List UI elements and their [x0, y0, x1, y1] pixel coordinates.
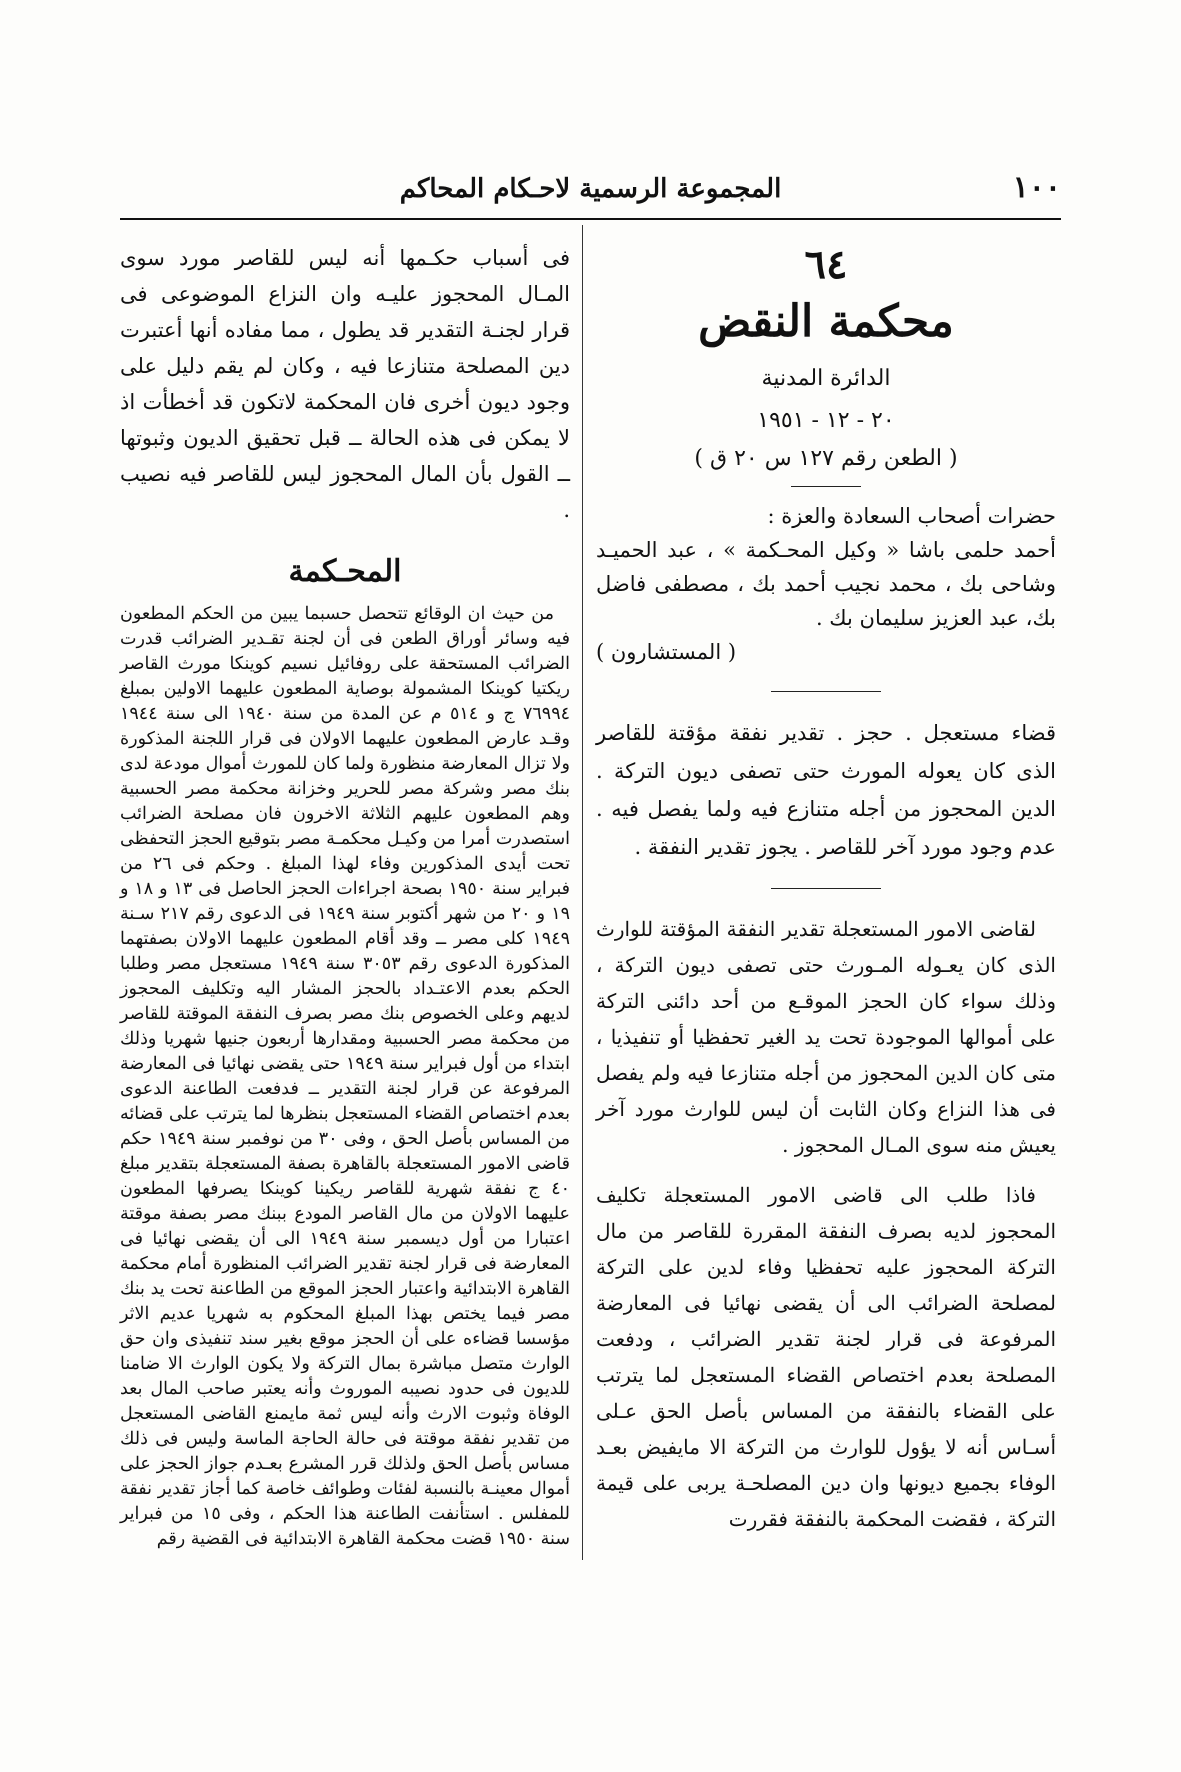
bench-role: ( المستشارون ): [596, 640, 737, 664]
page-number: ١٠٠: [1012, 170, 1061, 205]
case-date: ٢٠ - ١٢ - ١٩٥١: [757, 408, 895, 433]
facts-paragraph: فاذا طلب الى قاضى الامور المستعجلة تكليف المحجوز لديه بصرف النفقة المقررة للقاصر من مال التركة المحجوز عليه تحفظيا وفاء لدين على التركة لمصلحة الضرائب الى أن يقضى نهائيا فى المعارضة المرفوعة فى قرار لجنة تقدير الضرائب ، ودفعت المصلحة بعدم اختصاص القضاء المستعجل لما يترتب على القضاء بالنفقة من المساس بأصل الحق عـلى أسـاس أنه لا يؤول للوارث من التركة الا مايفيض بعـد الوفاء بجميع ديونها وان دين المصلحـة يربى على قيمة التركة ، فقضت المحكمة بالنفقة فقررت: [596, 1183, 1056, 1531]
headnote: قضاء مستعجل . حجز . تقدير نفقة مؤقتة للقاصر الذى كان يعوله المورث حتى تصفى ديون التركة . الدين المحجوز من أجله متنازع فيه ولما يفصل فيه . عدم وجود مورد آخر للقاصر . يجوز تقدير النفقة .: [596, 721, 1056, 859]
legal-principle-paragraph: لقاضى الامور المستعجلة تقدير النفقة المؤقتة للوارث الذى كان يعـوله المـورث حتى تصفى ديون التركة ، وذلك سواء كان الحجز الموقـع من أحد دائنى التركة على أموالها الموجودة تحت يد الغير تحفظيا أو تنفيذيا ، متى كان الدين المحجوز من أجله متنازعا فيه ولم يفصل فى هذا النزاع وكان الثابت أن ليس للوارث مورد آخر يعيش منه سوى المـال المحجوز .: [596, 917, 1056, 1157]
divider-rule: [791, 486, 861, 487]
reasons-continued-paragraph: فى أسباب حكـمها أنه ليس للقاصر مورد سوى المـال المحجوز عليـه وان النزاع الموضوعى فى قرار لجنـة التقدير قد يطول ، مما مفاده أنها أعتبرت دين المصلحة متنازعا فيه ، وكان لم يقم دليل على وجود ديون أخرى فان المحكمة لاتكون قد أخطأت اذ لا يمكن فى هذه الحالة ــ قبل تحقيق الديون وثبوتها ــ القول بأن المال المحجوز ليس للقاصر فيه نصيب .: [120, 246, 570, 522]
bench-judges: أحمد حلمى باشا « وكيل المحـكمة » ، عبد الحميـد وشاحى بك ، محمد نجيب أحمد بك ، مصطفى فاضل بك، عبد العزيز سليمان بك .: [596, 538, 1056, 630]
divider-rule: [771, 888, 881, 889]
right-column: [596, 240, 1056, 1537]
running-title: المجموعة الرسمية لاحـكام المحاكم: [399, 174, 782, 204]
ruling-heading: المحـكمة: [288, 554, 402, 589]
case-number: ٦٤: [804, 241, 848, 288]
ruling-paragraph: من حيث ان الوقائع تتحصل حسبما يبين من الحكم المطعون فيه وسائر أوراق الطعن فى أن لجنة تقـدير الضرائب قدرت الضرائب المستحقة على روفائيل نسيم كوينكا مورث القاصر ريكتيا كوينكا المشمولة بوصاية المطعون عليهما الاولين بمبلغ ٧٦٩٩٤ ج و ٥١٤ م عن المدة من سنة ١٩٤٠ الى سنة ١٩٤٤ وقـد عارض المطعون عليهما الاولان فى قرار اللجنة المذكورة ولا تزال المعارضة منظورة ولما كان للمورث أموال مودعة لدى بنك مصر وشركة مصر للحرير وخزانة محكمة مصر الحسبية وهم المطعون عليهم الثلاثة الاخرون فان مصلحة الضرائب استصدرت أمرا من وكيـل محكمـة مصر بتوقيع الحجز التحفظى تحت أيدى المذكورين وفاء لهذا المبلغ . وحكم فى ٢٦ من فبراير سنة ١٩٥٠ بصحة اجراءات الحجز الحاصل فى ١٣ و ١٨ و ١٩ و ٢٠ من شهر أكتوبر سنة ١٩٤٩ فى الدعوى رقم ٢١٧ سـنة ١٩٤٩ كلى مصر ــ وقد أقام المطعون عليهما الاولان بصفتهما المذكورة الدعوى رقم ٣٠٥٣ سنة ١٩٤٩ مستعجل مصر وطلبا الحكم بعدم الاعتـداد بالحجز المشار اليه وتكليف المحجوز لديهم وعلى الخصوص بنك مصر بصرف النفقة الموقتة للقاصر من محكمة مصر الحسبية ومقدارها أربعون جنيها شهريا وذلك ابتداء من أول فبراير سنة ١٩٤٩ حتى يقضى نهائيا فى المعارضة المرفوعة عن قرار لجنة التقدير ــ فدفعت الطاعنة الدعوى بعدم اختصاص القضاء المستعجل بنظرها لما يترتب على قضائه من المساس بأصل الحق ، وفى ٣٠ من نوفمبر سنة ١٩٤٩ حكم قاضى الامور المستعجلة بالقاهرة بصفة المستعجلة بتقدير مبلغ ٤٠ ج نفقة شهرية للقاصر ريكينا كوينكا يصرفها المطعون عليهما الاولان من مال القاصر المودع ببنك مصر بصفة موقتة اعتبارا من أول ديسمبر سنة ١٩٤٩ الى أن يقضى نهائيا فى المعارضة فى قرار لجنة تقدير الضرائب المنظورة أمام محكمة القاهرة الابتدائية واعتبار الحجز الموقع من الطاعنة تحت يد بنك مصر فيما يختص بهذا المبلغ المحكوم به شهريا عديم الاثر مؤسسا قضاءه على أن الحجز موقع بغير سند تنفيذى وان حق الوارث متصل مباشرة بمال التركة ولا يكون الوارث الا ضامنا للديون فى حدود نصيبه الموروث وأنه يعتبر صاحب المال بعد الوفاة وثبوت الارث وأنه ليس ثمة مايمنع القاضى المستعجل من تقدير نفقة موقتة فى حالة الحاجة الماسة وليس فى ذلك مساس بأصل الحق ولذلك قرر المشرع بعـدم جواز الحجز على أموال معينـة بالنسبة لفئات وطوائف خاصة كما أجاز تقدير نفقة للمفلس . استأنفت الطاعنة هذا الحكم ، وفى ١٥ من فبراير سنة ١٩٥٠ قضت محكمة القاهرة الابتدائية فى القضية رقم: [120, 604, 571, 1549]
bench-intro: حضرات أصحاب السعادة والعزة :: [767, 504, 1056, 528]
left-column: [120, 240, 570, 1552]
divider-rule: [771, 691, 881, 692]
circuit-name: الدائرة المدنية: [761, 366, 891, 391]
column-divider: [582, 225, 583, 1560]
court-name: محكمة النقض: [698, 296, 954, 347]
appeal-reference: ( الطعن رقم ١٢٧ س ٢٠ ق ): [694, 446, 958, 471]
page-header: [120, 170, 1061, 220]
